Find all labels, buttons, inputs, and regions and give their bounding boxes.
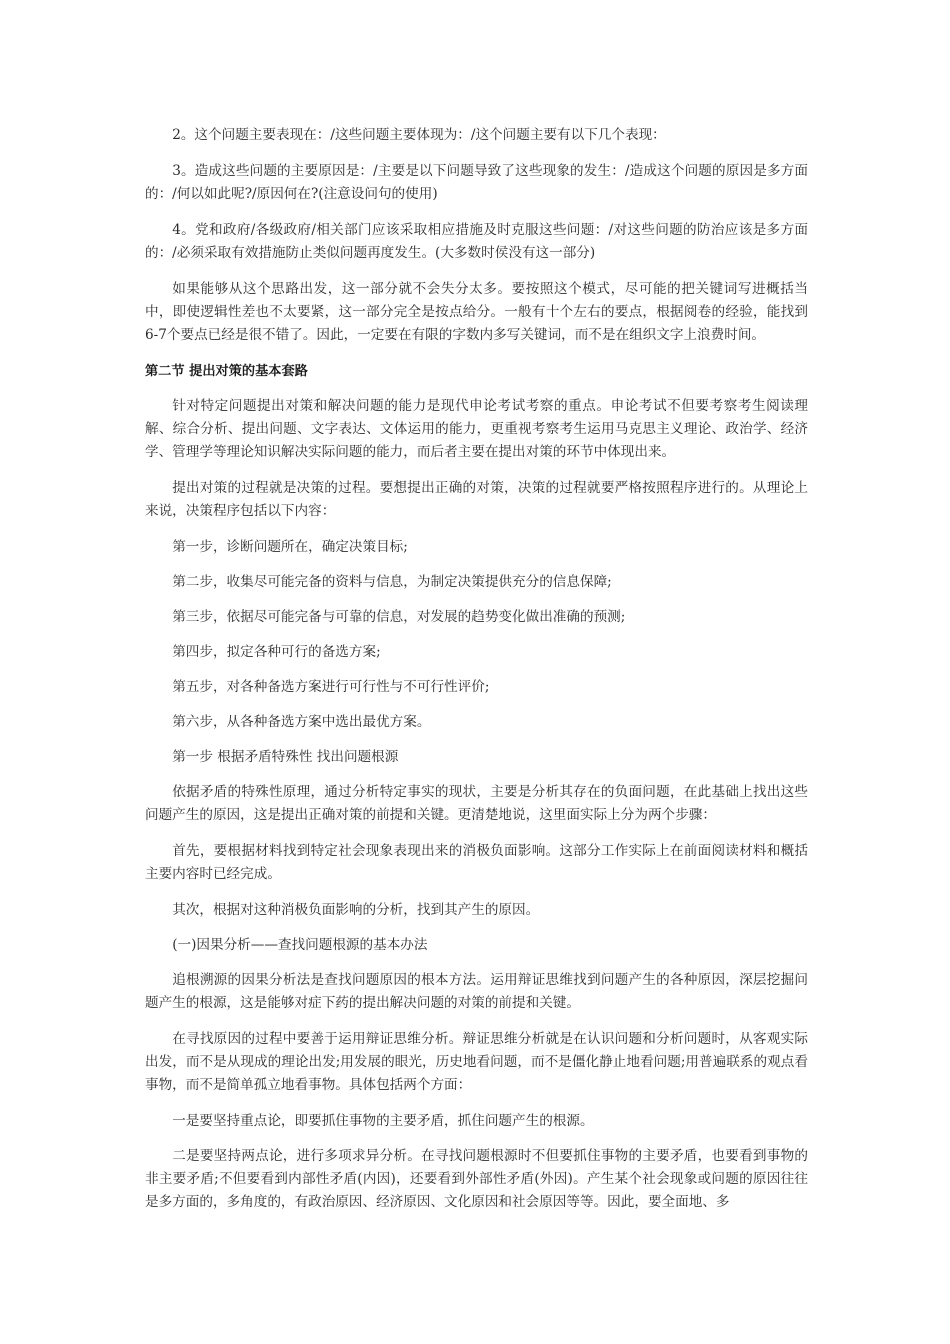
- document-page: [145, 124, 808, 1227]
- paragraph-second: 其次，根据对这种消极负面影响的分析，找到其产生的原因。: [172, 902, 540, 918]
- paragraph-first: 首先，要根据材料找到特定社会现象表现出来的消极负面影响。这部分工作实际上在前面阅读材料和概括主要内容时已经完成。: [145, 843, 808, 882]
- section-heading: 第二节 提出对策的基本套路: [145, 364, 308, 379]
- step-item: 第三步，依据尽可能完备与可靠的信息，对发展的趋势变化做出准确的预测;: [172, 609, 626, 625]
- paragraph-dialectical: 在寻找原因的过程中要善于运用辩证思维分析。辩证思维分析就是在认识问题和分析问题时，从客观实际出发，而不是从现成的理论出发;用发展的眼光，历史地看问题，而不是僵化静止地看问题;用普遍联系的观点看事物，而不是简单孤立地看事物。具体包括两个方面：: [145, 1031, 808, 1093]
- step-item: 第六步，从各种备选方案中选出最优方案。: [172, 714, 431, 730]
- step-item: 第五步，对各种备选方案进行可行性与不可行性评价;: [172, 679, 490, 695]
- step-item: 第二步，收集尽可能完备的资料与信息，为制定决策提供充分的信息保障;: [172, 574, 612, 590]
- paragraph-contradiction: 依据矛盾的特殊性原理，通过分析特定事实的现状，主要是分析其存在的负面问题，在此基础上找出这些问题产生的原因，这是提出正确对策的前提和关键。更清楚地说，这里面实际上分为两个步骤：: [145, 784, 808, 823]
- paragraph-causes: 3。造成这些问题的主要原因是：/主要是以下问题导致了这些现象的发生：/造成这个问题的原因是多方面的：/何以如此呢?/原因何在?(注意设问句的使用): [145, 163, 808, 202]
- paragraph-manifestation: 2。这个问题主要表现在：/这些问题主要体现为：/这个问题主要有以下几个表现：: [172, 127, 666, 143]
- paragraph-summary-tips: 如果能够从这个思路出发，这一部分就不会失分太多。要按照这个模式，尽可能的把关键词写进概括当中，即使逻辑性差也不太要紧，这一部分完全是按点给分。一般有十个左右的要点，根据阅卷的经验，能找到6-7个要点已经是很不错了。因此，一定要在有限的字数内多写关键词，而不是在组织文字上浪费时间。: [145, 281, 808, 343]
- paragraph-intro-decision: 提出对策的过程就是决策的过程。要想提出正确的对策，决策的过程就要严格按照程序进行的。从理论上来说，决策程序包括以下内容：: [145, 480, 808, 519]
- subheading-cause-analysis: (一)因果分析——查找问题根源的基本办法: [172, 937, 428, 953]
- paragraph-two-points: 二是要坚持两点论，进行多项求异分析。在寻找问题根源时不但要抓住事物的主要矛盾，也要看到事物的非主要矛盾;不但要看到内部性矛盾(内因)，还要看到外部性矛盾(外因)。产生某个社会现象或问题的原因往往是多方面的，多角度的，有政治原因、经济原因、文化原因和社会原因等等。因此，要全面地、多: [145, 1148, 808, 1210]
- paragraph-intro-ability: 针对特定问题提出对策和解决问题的能力是现代申论考试考察的重点。申论考试不但要考察考生阅读理解、综合分析、提出问题、文字表达、文体运用的能力，更重视考察考生运用马克思主义理论、政治学、经济学、管理学等理论知识解决实际问题的能力，而后者主要在提出对策的环节中体现出来。: [145, 398, 808, 460]
- subheading-step-one: 第一步 根据矛盾特殊性 找出问题根源: [172, 749, 399, 765]
- paragraph-measures: 4。党和政府/各级政府/相关部门应该采取相应措施及时克服这些问题：/对这些问题的防治应该是多方面的：/必须采取有效措施防止类似问题再度发生。(大多数时侯没有这一部分): [145, 222, 808, 261]
- step-item: 第一步，诊断问题所在，确定决策目标;: [172, 539, 408, 555]
- paragraph-root-cause: 追根溯源的因果分析法是查找问题原因的根本方法。运用辩证思维找到问题产生的各种原因，深层挖掘问题产生的根源，这是能够对症下药的提出解决问题的对策的前提和关键。: [145, 972, 808, 1011]
- step-item: 第四步，拟定各种可行的备选方案;: [172, 644, 381, 660]
- paragraph-key-point: 一是要坚持重点论，即要抓住事物的主要矛盾，抓住问题产生的根源。: [172, 1113, 594, 1129]
